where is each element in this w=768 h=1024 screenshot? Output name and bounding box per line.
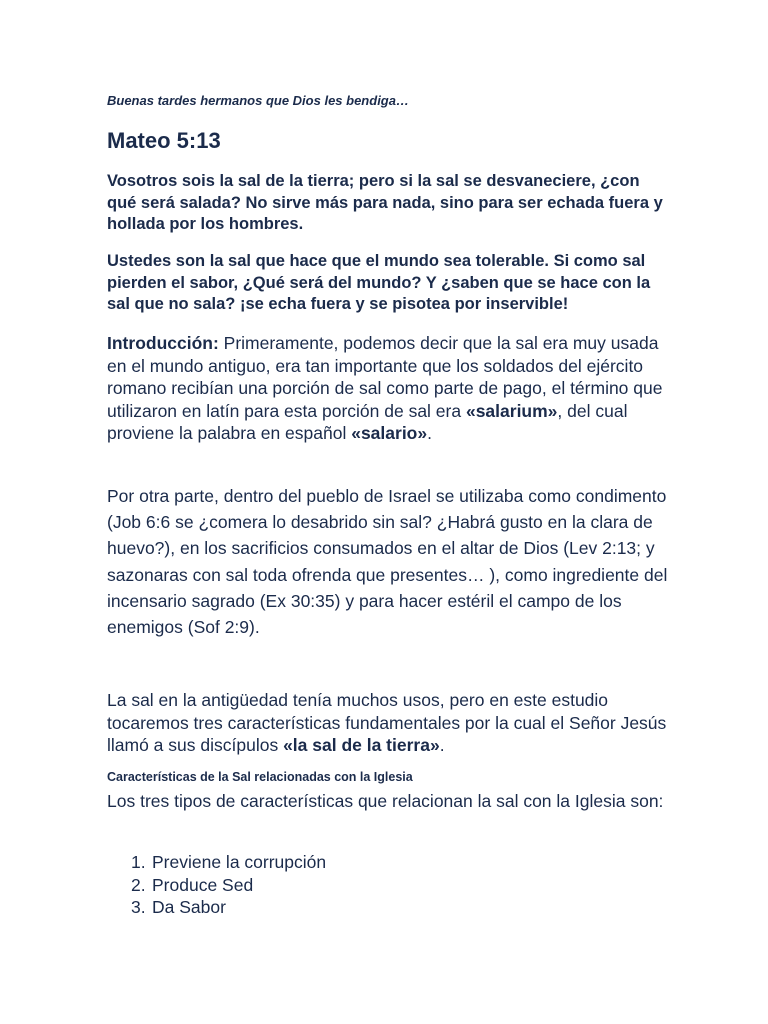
- study-text: La sal en la antigüedad tenía muchos usos, pero en este estudio tocaremos tres características fundamentales por la cual el Señor Jesús llamó a sus discípulos: [107, 690, 667, 755]
- study-paragraph: [107, 689, 667, 757]
- characteristics-list: [131, 851, 326, 919]
- list-item-text: Produce Sed: [152, 874, 254, 895]
- intro-text-2: , del cual proviene la palabra en español: [107, 400, 628, 443]
- verse-paraphrase: Ustedes son la sal que hace que el mundo sea tolerable. Si como sal pierden el sabor, ¿Qué será del mundo? Y ¿saben que se hace con la sal que no sala? ¡se echa fuera y se pisotea por inservible!: [107, 252, 651, 313]
- intro-bold-salarium: «salarium»: [465, 400, 558, 421]
- list-number: 1.: [131, 852, 146, 872]
- list-item: [131, 874, 326, 897]
- list-item: [131, 896, 326, 919]
- page-title: Mateo 5:13: [107, 128, 221, 153]
- list-number: 3.: [131, 897, 146, 917]
- uses-paragraph: Por otra parte, dentro del pueblo de Israel se utilizaba como condimento (Job 6:6 se ¿comera lo desabrido sin sal? ¿Habrá gusto en la clara de huevo?), en los sacrificios consumados en el altar de Dios (Lev 2:13; y sazonaras con sal toda ofrenda que presentes… ), como ingrediente del incensario sagrado (Ex 30:35) y para hacer estéril el campo de los enemigos (Sof 2:9).: [107, 486, 668, 638]
- intro-bold-salario: «salario»: [351, 423, 428, 443]
- intro-text-3: .: [427, 423, 432, 443]
- greeting-text: Buenas tardes hermanos que Dios les bendiga…: [107, 93, 409, 108]
- list-item-text: Previene la corrupción: [152, 852, 327, 872]
- characteristics-paragraph: Los tres tipos de características que relacionan la sal con la Iglesia son:: [107, 791, 664, 811]
- intro-paragraph: [107, 332, 667, 445]
- list-number: 2.: [131, 874, 146, 895]
- intro-text-1: Primeramente, podemos decir que la sal era muy usada en el mundo antiguo, era tan importante que los soldados del ejército romano recibían una porción de sal como parte de pago, el término que utilizaron en latín para esta porción de sal era: [107, 333, 663, 421]
- study-end: .: [439, 735, 445, 755]
- section-heading: Características de la Sal relacionadas con la Iglesia: [107, 770, 413, 784]
- intro-label: Introducción:: [107, 333, 219, 353]
- study-bold-quote: «la sal de la tierra»: [283, 735, 440, 755]
- list-item-text: Da Sabor: [152, 897, 226, 917]
- verse-reina-valera: Vosotros sois la sal de la tierra; pero si la sal se desvaneciere, ¿con qué será salada? No sirve más para nada, sino para ser echada fuera y hollada por los hombres.: [107, 172, 663, 233]
- list-item: [131, 851, 326, 874]
